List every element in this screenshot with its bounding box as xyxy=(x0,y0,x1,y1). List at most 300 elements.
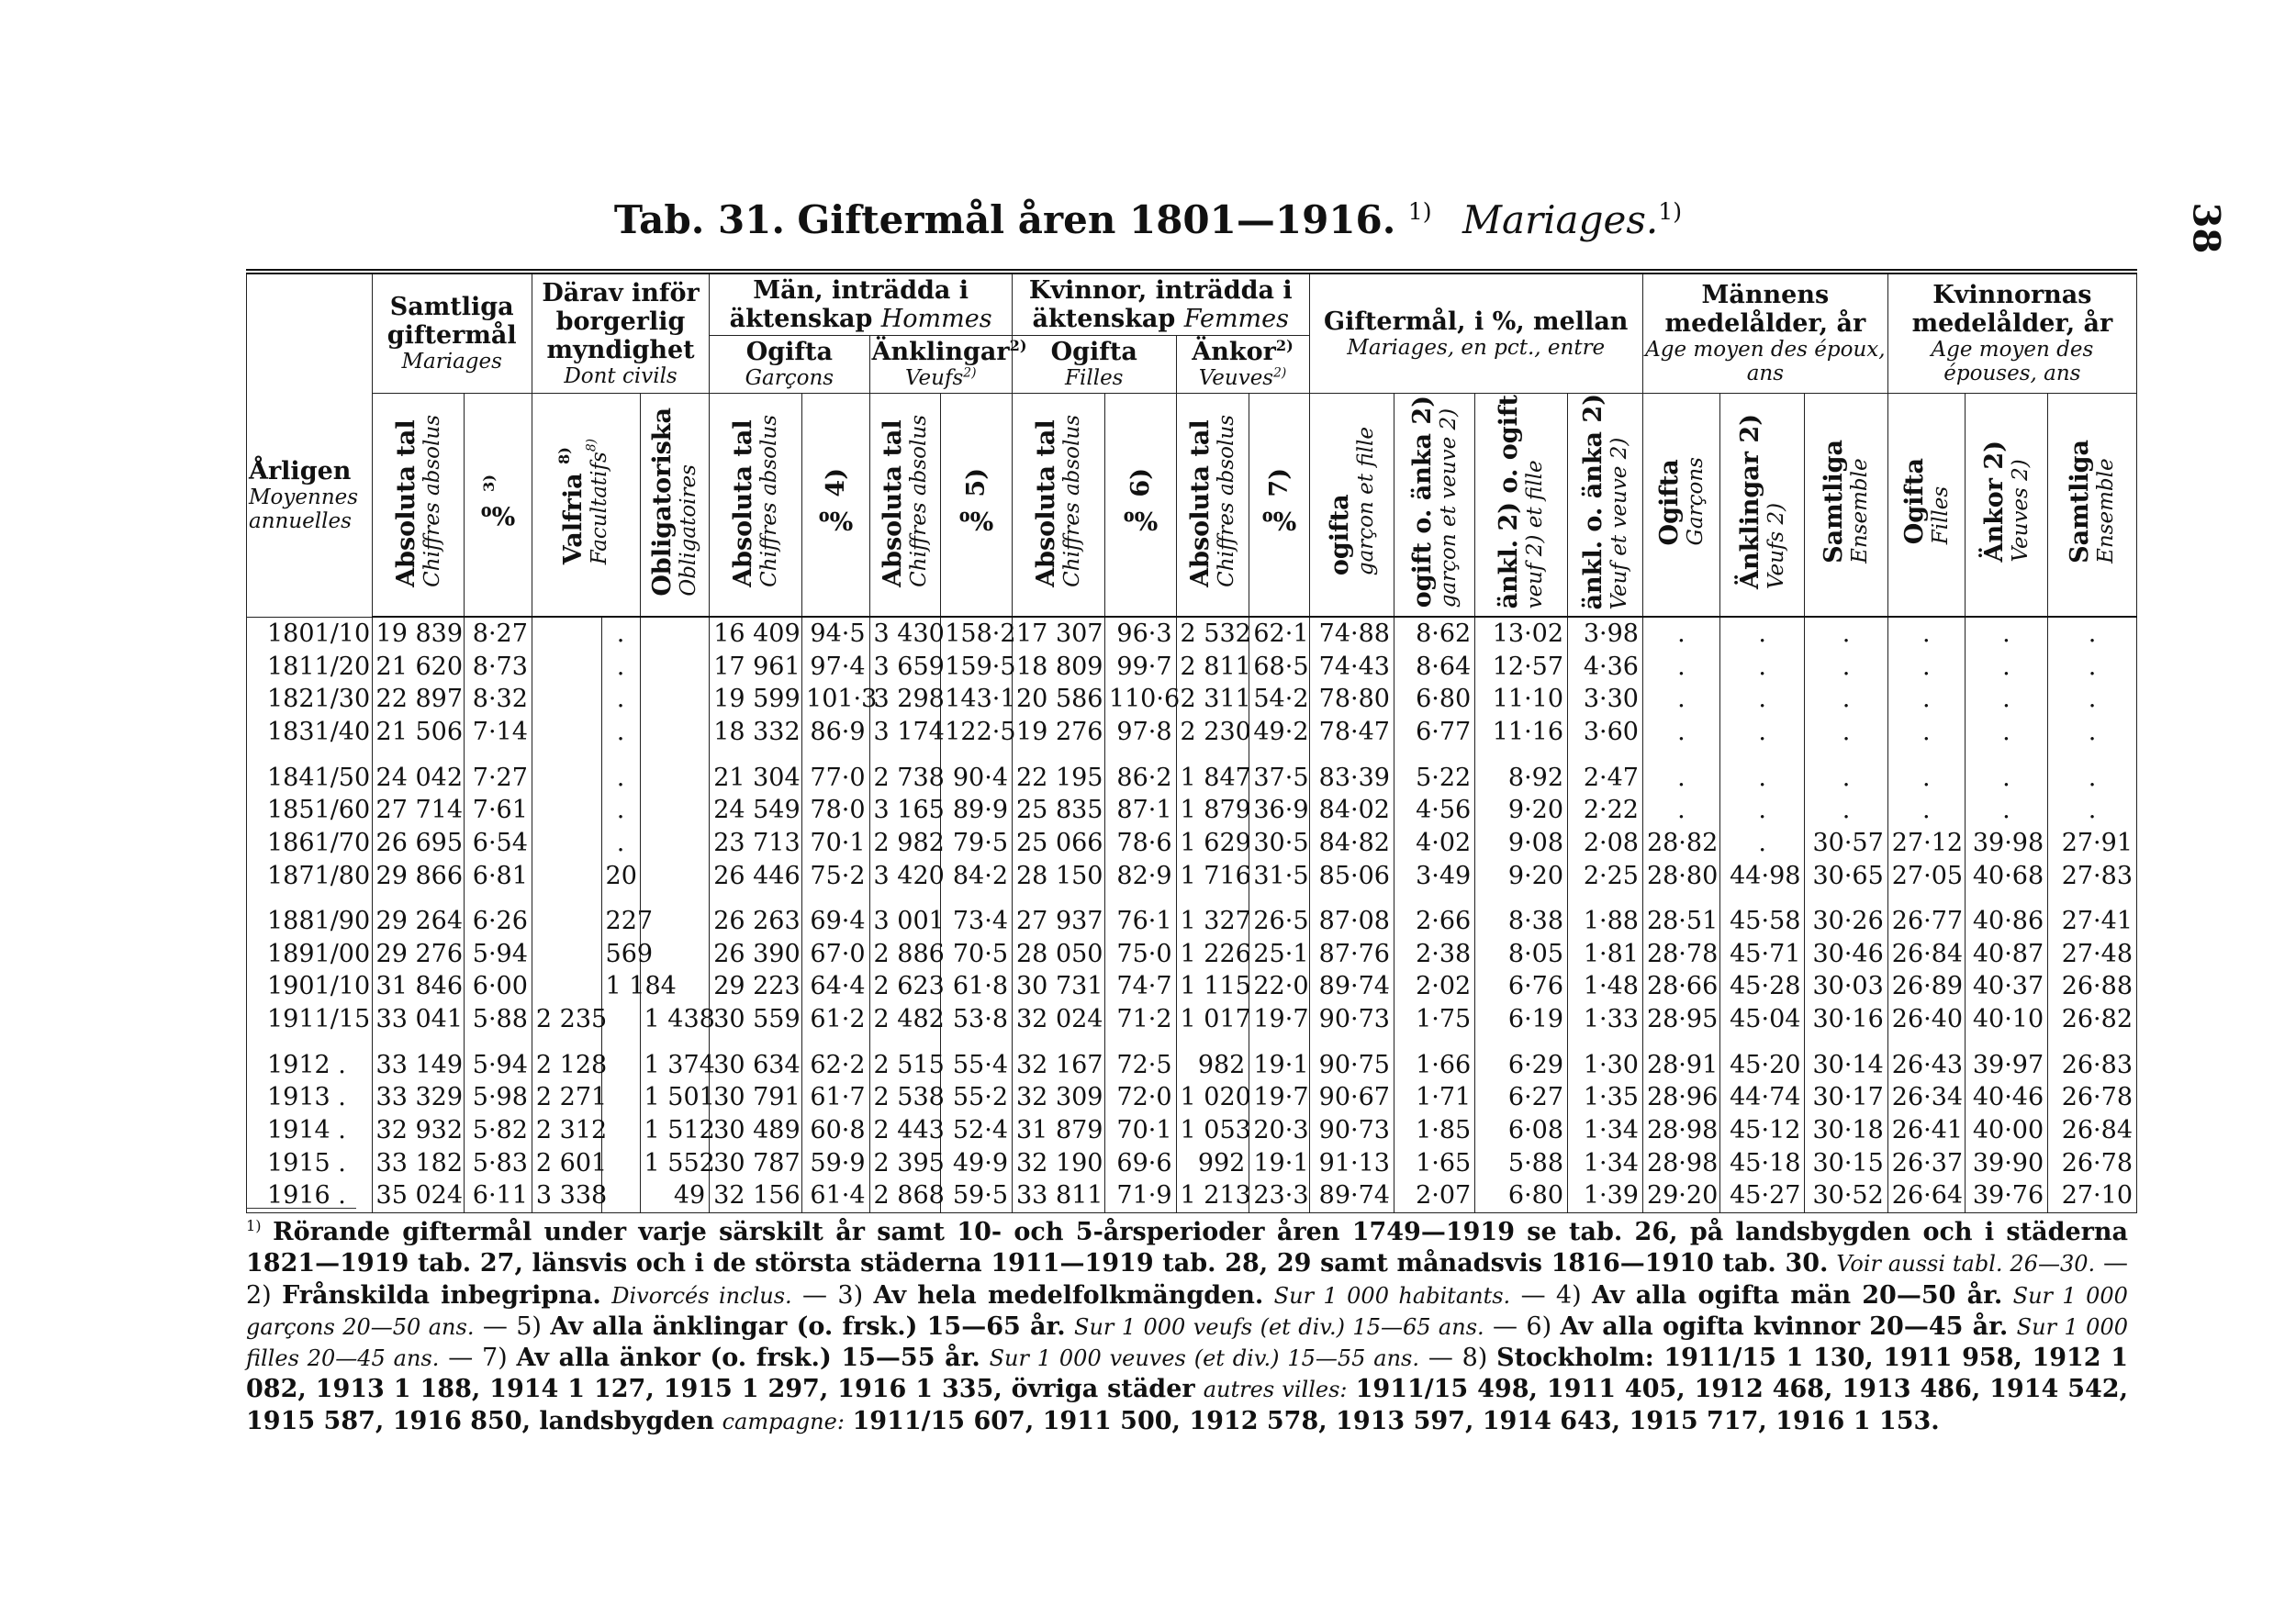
table-cell: 2 235 xyxy=(532,1003,601,1036)
table-cell: 40·10 xyxy=(1965,1003,2047,1036)
table-cell: 26·41 xyxy=(1887,1114,1965,1147)
header-darav-sv: Därav inför borgerlig myndighet xyxy=(542,278,700,364)
table-cell: 9·20 xyxy=(1475,794,1568,827)
table-cell: 8·27 xyxy=(465,617,532,651)
table-cell: 27·48 xyxy=(2048,938,2137,971)
table-cell: 6·77 xyxy=(1394,716,1474,749)
table-cell: 27 714 xyxy=(372,794,465,827)
row-period: 1801/10 xyxy=(247,617,373,651)
table-cell: 71·2 xyxy=(1104,1003,1176,1036)
table-cell: 28·91 xyxy=(1642,1049,1719,1082)
table-cell: 13·02 xyxy=(1475,617,1568,651)
header-kvinnornas-sv: Kvinnornas medelålder, år xyxy=(1911,280,2113,338)
table-cell: . xyxy=(1719,794,1804,827)
table-cell: 54·2 xyxy=(1249,683,1309,716)
header-abs-fr: Chiffres absolus xyxy=(1215,415,1239,588)
header-pct-group-fr: Mariages, en pct., entre xyxy=(1347,335,1606,360)
header-samtliga-pct-sv: ‰ xyxy=(484,500,513,529)
footnote-3: Av hela medelfolkmängden. xyxy=(873,1280,1264,1310)
table-cell: . xyxy=(1965,651,2047,684)
table-cell: 87·1 xyxy=(1104,794,1176,827)
header-valfria-fr-mark: 8) xyxy=(584,438,599,452)
group-spacer xyxy=(247,1036,2137,1049)
spacer-cell xyxy=(532,749,601,762)
table-cell: 20 586 xyxy=(1013,683,1105,716)
table-cell: 6·80 xyxy=(1475,1179,1568,1212)
spacer-cell xyxy=(601,749,640,762)
header-kv-ogifta-pct xyxy=(1104,393,1176,617)
table-cell: 60·8 xyxy=(802,1114,870,1147)
spacer-cell xyxy=(1309,1036,1394,1049)
table-cell: 18 332 xyxy=(710,716,802,749)
spacer-cell xyxy=(1568,1036,1643,1049)
footnote-2-fr: Divorcés inclus. xyxy=(611,1282,792,1309)
spacer-cell xyxy=(1719,1036,1804,1049)
table-cell: . xyxy=(2048,794,2137,827)
table-cell: . xyxy=(601,827,640,860)
spacer-cell xyxy=(1965,892,2047,905)
spacer-cell xyxy=(1568,749,1643,762)
table-cell: 5·22 xyxy=(1394,762,1474,795)
table-cell: . xyxy=(1642,716,1719,749)
table-cell: 2·22 xyxy=(1568,794,1643,827)
table-cell: 39·97 xyxy=(1965,1049,2047,1082)
table-cell: 78·0 xyxy=(802,794,870,827)
title-french: Mariages. xyxy=(1462,197,1659,242)
table-cell: 32 024 xyxy=(1013,1003,1105,1036)
table-cell: 18 809 xyxy=(1013,651,1105,684)
table-cell: 7·14 xyxy=(465,716,532,749)
table-cell: 26·82 xyxy=(2048,1003,2137,1036)
table-cell: . xyxy=(1887,762,1965,795)
table-cell xyxy=(532,827,601,860)
spacer-cell xyxy=(710,749,802,762)
spacer-cell xyxy=(1176,749,1249,762)
table-cell: 45·18 xyxy=(1719,1147,1804,1180)
table-cell: 21 506 xyxy=(372,716,465,749)
table-cell xyxy=(640,683,710,716)
spacer-cell xyxy=(2048,892,2137,905)
spacer-cell xyxy=(372,1036,465,1049)
header-obligatoriska-fr: Obligatoires xyxy=(677,463,701,597)
header-abs-fr: Chiffres absolus xyxy=(757,415,782,588)
table-cell: 35 024 xyxy=(372,1179,465,1212)
table-cell: 17 307 xyxy=(1013,617,1105,651)
group-spacer xyxy=(247,749,2137,762)
table-cell: 25 835 xyxy=(1013,794,1105,827)
row-period: 1811/20 xyxy=(247,651,373,684)
table-cell: 30·14 xyxy=(1805,1049,1887,1082)
header-kvinnornas xyxy=(1887,272,2136,393)
spacer-cell xyxy=(1475,749,1568,762)
spacer-cell xyxy=(1249,892,1309,905)
table-cell: 1·30 xyxy=(1568,1049,1643,1082)
footnote-3-fr: Sur 1 000 habitants. xyxy=(1273,1282,1511,1309)
table-cell: 44·74 xyxy=(1719,1081,1804,1114)
table-cell: 70·1 xyxy=(802,827,870,860)
footnote-5-mark: — 5) xyxy=(482,1311,542,1341)
table-cell: . xyxy=(1965,716,2047,749)
spacer-cell xyxy=(1719,749,1804,762)
table-cell: 97·4 xyxy=(802,651,870,684)
table-cell: . xyxy=(1719,617,1804,651)
spacer-cell xyxy=(1249,1036,1309,1049)
table-cell: 94·5 xyxy=(802,617,870,651)
table-cell: 69·6 xyxy=(1104,1147,1176,1180)
table-cell: 75·2 xyxy=(802,860,870,893)
header-samtliga-fr: Mariages xyxy=(401,350,502,374)
table-cell: 62·1 xyxy=(1249,617,1309,651)
spacer-cell xyxy=(1104,1036,1176,1049)
table-cell: 22·0 xyxy=(1249,970,1309,1003)
table-cell: 3 298 xyxy=(869,683,941,716)
table-row xyxy=(247,651,2137,684)
table-cell: 26·84 xyxy=(1887,938,1965,971)
table-cell: 122·5 xyxy=(941,716,1013,749)
table-cell: 9·20 xyxy=(1475,860,1568,893)
table-cell: 2·08 xyxy=(1568,827,1643,860)
header-arligen-fr: Moyennes annuelles xyxy=(249,485,359,534)
table-cell: 28·78 xyxy=(1642,938,1719,971)
table-cell: 1 512 xyxy=(640,1114,710,1147)
table-cell xyxy=(640,794,710,827)
table-row xyxy=(247,716,2137,749)
table-cell: 992 xyxy=(1176,1147,1249,1180)
table-cell: 26 695 xyxy=(372,827,465,860)
table-cell: . xyxy=(2048,683,2137,716)
table-cell: 45·71 xyxy=(1719,938,1804,971)
table-cell: 29 866 xyxy=(372,860,465,893)
table-cell: 76·1 xyxy=(1104,905,1176,938)
spacer-cell xyxy=(2048,1036,2137,1049)
table-cell: 2 811 xyxy=(1176,651,1249,684)
header-ogifta-f-sv: Ogifta xyxy=(1050,338,1137,367)
table-cell: 3 001 xyxy=(869,905,941,938)
table-cell: 26·34 xyxy=(1887,1081,1965,1114)
table-cell: 19·1 xyxy=(1249,1049,1309,1082)
table-cell: 61·2 xyxy=(802,1003,870,1036)
table-cell: 74·88 xyxy=(1309,617,1394,651)
header-k-ogifta-sv: Ogifta xyxy=(1899,458,1929,545)
table-cell: 90·75 xyxy=(1309,1049,1394,1082)
table-cell: . xyxy=(601,651,640,684)
spacer-cell xyxy=(465,749,532,762)
table-cell: . xyxy=(2048,651,2137,684)
table-cell: 90·73 xyxy=(1309,1003,1394,1036)
table-cell: . xyxy=(601,794,640,827)
spacer-cell xyxy=(941,892,1013,905)
header-k-samtl-sv: Samtliga xyxy=(2066,439,2095,564)
table-cell: 6·27 xyxy=(1475,1081,1568,1114)
table-cell: . xyxy=(2048,617,2137,651)
table-cell: 89·74 xyxy=(1309,1179,1394,1212)
table-row xyxy=(247,762,2137,795)
table-cell: 55·2 xyxy=(941,1081,1013,1114)
table-cell: 8·92 xyxy=(1475,762,1568,795)
table-cell: 1·39 xyxy=(1568,1179,1643,1212)
header-samtliga xyxy=(372,272,532,393)
table-cell: 26 390 xyxy=(710,938,802,971)
table-cell: 5·94 xyxy=(465,1049,532,1082)
table-row xyxy=(247,827,2137,860)
table-cell: 5·98 xyxy=(465,1081,532,1114)
table-cell: 4·56 xyxy=(1394,794,1474,827)
table-cell: 101·3 xyxy=(802,683,870,716)
header-p-ankl-anka-fr: Veuf et veuve 2) xyxy=(1607,437,1631,610)
table-cell: 28·82 xyxy=(1642,827,1719,860)
spacer-cell xyxy=(1013,1036,1105,1049)
table-cell: 45·04 xyxy=(1719,1003,1804,1036)
table-cell: 90·4 xyxy=(941,762,1013,795)
table-cell: 44·98 xyxy=(1719,860,1804,893)
spacer-cell xyxy=(640,1036,710,1049)
table-cell: 84·2 xyxy=(941,860,1013,893)
table-cell: 72·0 xyxy=(1104,1081,1176,1114)
table-cell xyxy=(640,716,710,749)
row-period: 1841/50 xyxy=(247,762,373,795)
table-cell: 78·80 xyxy=(1309,683,1394,716)
table-cell: 8·32 xyxy=(465,683,532,716)
table-cell: 74·7 xyxy=(1104,970,1176,1003)
table-cell: 4·02 xyxy=(1394,827,1474,860)
table-cell xyxy=(601,1114,640,1147)
table-cell: 75·0 xyxy=(1104,938,1176,971)
table-cell: 1 017 xyxy=(1176,1003,1249,1036)
table-cell: 40·68 xyxy=(1965,860,2047,893)
table-cell: 87·08 xyxy=(1309,905,1394,938)
table-cell: 2·02 xyxy=(1394,970,1474,1003)
table-cell: 90·73 xyxy=(1309,1114,1394,1147)
table-row xyxy=(247,860,2137,893)
table-cell xyxy=(532,938,601,971)
table-cell: 31 879 xyxy=(1013,1114,1105,1147)
spacer-cell xyxy=(465,1036,532,1049)
table-cell: . xyxy=(1719,683,1804,716)
table-cell: . xyxy=(1805,716,1887,749)
table-cell: . xyxy=(1887,651,1965,684)
table-cell: 1 438 xyxy=(640,1003,710,1036)
table-cell: 49·2 xyxy=(1249,716,1309,749)
table-cell: 45·58 xyxy=(1719,905,1804,938)
table-cell: 64·4 xyxy=(802,970,870,1003)
table-row xyxy=(247,683,2137,716)
header-kv-ankor-abs xyxy=(1176,393,1249,617)
header-kvinnor-sv: Kvinnor, inträdda i äktenskap xyxy=(1028,276,1293,334)
table-cell: 40·86 xyxy=(1965,905,2047,938)
table-cell: 26·78 xyxy=(2048,1147,2137,1180)
table-cell: 1·85 xyxy=(1394,1114,1474,1147)
spacer-cell xyxy=(465,892,532,905)
spacer-cell xyxy=(1805,892,1887,905)
header-p-ankl-ogift-sv: änkl. 2) o. ogift xyxy=(1495,394,1524,609)
header-man-ankl-pct xyxy=(941,393,1013,617)
table-cell: 53·8 xyxy=(941,1003,1013,1036)
table-cell: 1 716 xyxy=(1176,860,1249,893)
header-m-samtl-sv: Samtliga xyxy=(1820,439,1849,564)
footnote-7-fr: Sur 1 000 veuves (et div.) 15—55 ans. xyxy=(989,1345,1419,1372)
spacer-cell xyxy=(869,749,941,762)
table-cell xyxy=(601,1003,640,1036)
table-cell: 1 552 xyxy=(640,1147,710,1180)
table-cell: 1 501 xyxy=(640,1081,710,1114)
table-cell: 19 276 xyxy=(1013,716,1105,749)
table-cell: 11·16 xyxy=(1475,716,1568,749)
table-cell: 3·30 xyxy=(1568,683,1643,716)
table-cell: 37·5 xyxy=(1249,762,1309,795)
table-cell: 26·37 xyxy=(1887,1147,1965,1180)
table-cell: 33 182 xyxy=(372,1147,465,1180)
table-cell: 569 xyxy=(601,938,640,971)
header-pct-group-sv: Giftermål, i %, mellan xyxy=(1324,307,1629,336)
table-cell: . xyxy=(1642,794,1719,827)
header-kvinnor-fr: Femmes xyxy=(1183,305,1289,334)
table-cell: 55·4 xyxy=(941,1049,1013,1082)
table-cell: 29·20 xyxy=(1642,1179,1719,1212)
table-cell: 89·9 xyxy=(941,794,1013,827)
table-cell: 1·88 xyxy=(1568,905,1643,938)
table-cell xyxy=(532,716,601,749)
table-cell: 32 167 xyxy=(1013,1049,1105,1082)
table-cell: 40·46 xyxy=(1965,1081,2047,1114)
table-cell: 84·02 xyxy=(1309,794,1394,827)
table-cell: 5·88 xyxy=(465,1003,532,1036)
header-ogifta-g-fr: Garçons xyxy=(745,366,834,391)
spacer-cell xyxy=(1394,892,1474,905)
table-cell: 26·88 xyxy=(2048,970,2137,1003)
table-cell: 1 327 xyxy=(1176,905,1249,938)
table-cell: 84·82 xyxy=(1309,827,1394,860)
table-cell: 2 312 xyxy=(532,1114,601,1147)
title-tab-number: Tab. 31. xyxy=(613,197,786,242)
table-cell: 1·33 xyxy=(1568,1003,1643,1036)
row-period: 1871/80 xyxy=(247,860,373,893)
table-cell: 28 050 xyxy=(1013,938,1105,971)
table-cell: 28·95 xyxy=(1642,1003,1719,1036)
row-period: 1901/10 xyxy=(247,970,373,1003)
footnote-8-c: 1911/15 607, 1911 500, 1912 578, 1913 597, 1914 643, 1915 717, 1916 1 153. xyxy=(852,1406,1940,1435)
spacer-cell xyxy=(1642,1036,1719,1049)
spacer-cell xyxy=(1805,749,1887,762)
table-cell: 30·65 xyxy=(1805,860,1887,893)
spacer-cell xyxy=(1394,749,1474,762)
table-cell: 21 304 xyxy=(710,762,802,795)
table-cell: 45·12 xyxy=(1719,1114,1804,1147)
table-cell: . xyxy=(1887,716,1965,749)
table-cell: 39·98 xyxy=(1965,827,2047,860)
row-period: 1912 . xyxy=(247,1049,373,1082)
table-cell: 26·83 xyxy=(2048,1049,2137,1082)
table-cell: . xyxy=(1642,651,1719,684)
header-obligatoriska-sv: Obligatoriska xyxy=(648,407,678,597)
table-cell: 28·96 xyxy=(1642,1081,1719,1114)
header-p-ogift-anka xyxy=(1394,393,1474,617)
table-cell: 30 489 xyxy=(710,1114,802,1147)
table-cell: 82·9 xyxy=(1104,860,1176,893)
header-p-ogift-anka-sv: ogift o. änka 2) xyxy=(1407,395,1437,608)
table-cell: 87·76 xyxy=(1309,938,1394,971)
header-man xyxy=(710,272,1013,336)
table-cell: 26·78 xyxy=(2048,1081,2137,1114)
table-cell: 30·52 xyxy=(1805,1179,1887,1212)
marriages-table xyxy=(246,269,2137,1213)
header-ogifta-f-fr: Filles xyxy=(1065,366,1124,391)
table-cell: 86·2 xyxy=(1104,762,1176,795)
header-ankor xyxy=(1176,336,1309,393)
group-spacer xyxy=(247,892,2137,905)
table-cell: 8·64 xyxy=(1394,651,1474,684)
table-cell: 2 482 xyxy=(869,1003,941,1036)
spacer-cell xyxy=(372,892,465,905)
table-cell: 33 149 xyxy=(372,1049,465,1082)
table-cell: 2 128 xyxy=(532,1049,601,1082)
table-cell: 19 839 xyxy=(372,617,465,651)
table-cell: 83·39 xyxy=(1309,762,1394,795)
table-cell xyxy=(640,860,710,893)
spacer-cell xyxy=(532,892,601,905)
table-cell: 159·5 xyxy=(941,651,1013,684)
table-cell: 26·84 xyxy=(2048,1114,2137,1147)
table-cell: 16 409 xyxy=(710,617,802,651)
table-cell: 31·5 xyxy=(1249,860,1309,893)
footnote-7: Av alla änkor (o. frsk.) 15—55 år. xyxy=(516,1344,980,1373)
table-cell: 26 446 xyxy=(710,860,802,893)
table-cell xyxy=(640,651,710,684)
footnote-8-fr-1: autres villes: xyxy=(1203,1377,1348,1403)
table-cell: 27·91 xyxy=(2048,827,2137,860)
table-cell: 99·7 xyxy=(1104,651,1176,684)
header-k-ogifta-fr: Filles xyxy=(1928,486,1953,545)
table-cell: 2 538 xyxy=(869,1081,941,1114)
table-cell: 1 213 xyxy=(1176,1179,1249,1212)
header-samtliga-abs xyxy=(372,393,465,617)
table-cell: 2 601 xyxy=(532,1147,601,1180)
table-cell: 70·1 xyxy=(1104,1114,1176,1147)
table-cell: 26·43 xyxy=(1887,1049,1965,1082)
table-cell: 30·03 xyxy=(1805,970,1887,1003)
table-cell: 49 xyxy=(640,1179,710,1212)
spacer-cell xyxy=(1013,749,1105,762)
table-cell: 6·11 xyxy=(465,1179,532,1212)
table-cell: 45·20 xyxy=(1719,1049,1804,1082)
table-cell: 19·1 xyxy=(1249,1147,1309,1180)
header-p-ogifta-fr: garçon et fille xyxy=(1353,427,1378,576)
table-cell: 22 195 xyxy=(1013,762,1105,795)
table-cell: 30 634 xyxy=(710,1049,802,1082)
header-man-ankl-abs xyxy=(869,393,941,617)
table-cell: 5·82 xyxy=(465,1114,532,1147)
table-cell: 2·25 xyxy=(1568,860,1643,893)
table-cell: . xyxy=(1719,762,1804,795)
footnote-2-mark: — 2) xyxy=(246,1249,2128,1310)
row-period: 1913 . xyxy=(247,1081,373,1114)
header-pct4: ‰ 4) xyxy=(821,468,850,535)
table-cell: 97·8 xyxy=(1104,716,1176,749)
header-abs-fr: Chiffres absolus xyxy=(1060,415,1085,588)
spacer-cell xyxy=(941,749,1013,762)
table-cell xyxy=(532,905,601,938)
spacer-cell xyxy=(640,892,710,905)
header-p-ankl-ogift xyxy=(1475,393,1568,617)
spacer-cell xyxy=(710,892,802,905)
table-cell: 52·4 xyxy=(941,1114,1013,1147)
footnote-3-mark: — 3) xyxy=(802,1280,864,1310)
table-cell: 78·6 xyxy=(1104,827,1176,860)
table-cell xyxy=(532,617,601,651)
table-cell: 8·73 xyxy=(465,651,532,684)
table-cell: 61·7 xyxy=(802,1081,870,1114)
row-period: 1911/15 xyxy=(247,1003,373,1036)
table-cell xyxy=(640,762,710,795)
